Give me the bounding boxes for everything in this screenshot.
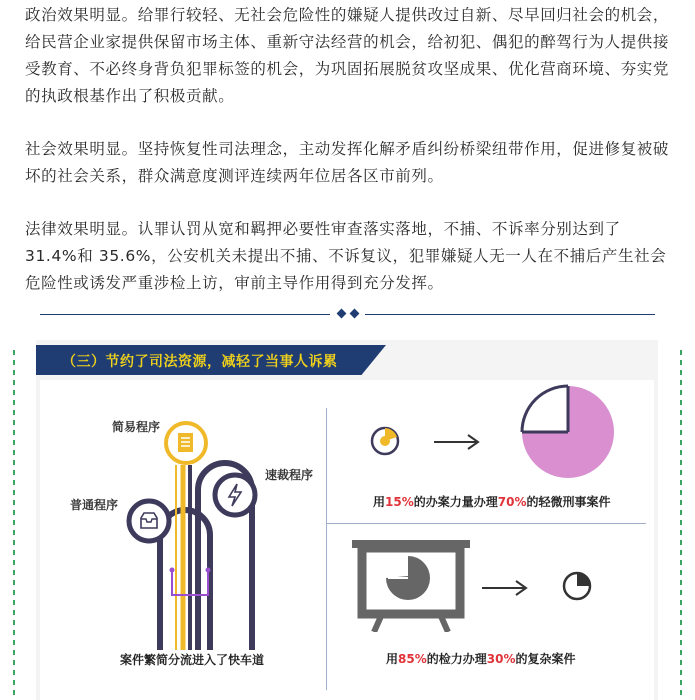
paragraph-social-effect: 社会效果明显。坚持恢复性司法理念，主动发挥化解矛盾纠纷桥梁纽带作用，促进修复被破坏的社会关系，群众满意度测评连续两年位居各区市前列。	[25, 140, 670, 185]
pie-icon-small	[561, 570, 593, 602]
caption-pct-70: 70%	[497, 495, 527, 509]
left-caption: 案件繁简分流进入了快车道	[120, 653, 265, 667]
label-fast-procedure: 速裁程序	[265, 468, 314, 482]
label-simple-procedure: 简易程序	[112, 420, 161, 434]
pie-icon	[368, 424, 402, 458]
right-bottom-caption	[386, 650, 576, 667]
pie-icon-large	[518, 382, 618, 482]
presentation-board-icon	[352, 536, 470, 632]
caption-mid: 的检力办理	[426, 652, 487, 666]
caption-post: 的复杂案件	[515, 652, 576, 666]
inbox-icon	[126, 498, 172, 544]
caption-pre: 用	[373, 495, 386, 509]
caption-pct-15: 15%	[385, 495, 414, 509]
diamond-ornament	[350, 309, 360, 319]
right-top-caption	[373, 493, 611, 510]
label-ordinary-procedure: 普通程序	[70, 498, 119, 512]
section-title: （三）节约了司法资源，减轻了当事人诉累	[62, 354, 338, 370]
caption-mid: 的办案力量办理	[413, 495, 498, 509]
dashed-border-right	[680, 350, 682, 700]
caption-pre: 用	[386, 652, 399, 666]
panel-divider-horizontal	[326, 523, 646, 524]
arrow-right-icon	[432, 432, 482, 452]
paragraph-political-effect: 政治效果明显。给罪行较轻、无社会危险性的嫌疑人提供改过自新、尽早回归社会的机会，给民营企业家提供保留市场主体、重新守法经营的机会，给初犯、偶犯的醉驾行为人提供接受教育、不必终身背负犯罪标签的机会，为巩固拓展脱贫攻坚成果、优化营商环境、夯实党的执政根基作出了积极贡献。	[25, 6, 670, 105]
arrow-right-icon	[480, 578, 530, 598]
caption-pct-85: 85%	[398, 652, 427, 666]
caption-pct-30: 30%	[486, 652, 516, 666]
dashed-border-left	[13, 350, 15, 700]
lightning-icon	[212, 472, 258, 518]
diamond-ornament	[337, 309, 347, 319]
caption-post: 的轻微刑事案件	[526, 495, 611, 509]
panel-divider-vertical	[326, 408, 327, 690]
paragraph-legal-effect: 法律效果明显。认罪认罚从宽和羁押必要性审查落实落地，不捕、不诉率分别达到了 31.4%和 35.6%，公安机关未提出不捕、不诉复议，犯罪嫌疑人无一人在不捕后产生社会危险性或诱发严重涉检上访，审前主导作用得到充分发挥。	[25, 220, 667, 292]
section-divider	[40, 310, 655, 320]
document-icon	[163, 420, 209, 466]
